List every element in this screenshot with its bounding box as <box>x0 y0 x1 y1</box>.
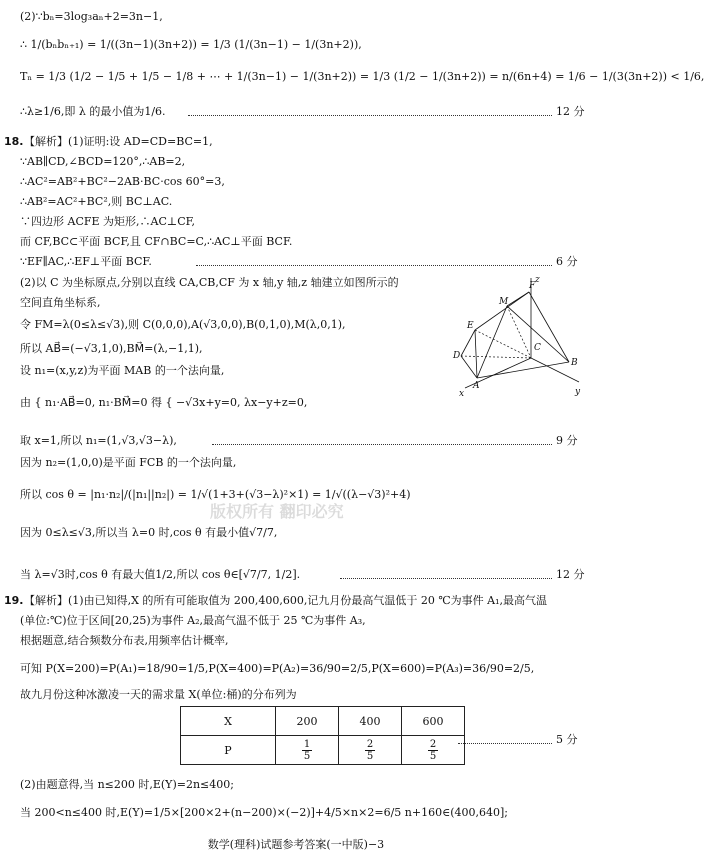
line-text: 所以 cos θ = |n₁·n₂|/(|n₁||n₂|) = 1/√(1+3+(√3−λ)²×1) = 1/√((λ−√3)²+4) <box>20 488 411 501</box>
leader-dots <box>188 97 552 116</box>
text-line <box>0 193 592 211</box>
label-A: A <box>473 381 480 391</box>
score-label: 5 分 <box>556 733 578 746</box>
page-footer: 数学(理科)试题参考答案(一中版)−3 <box>207 838 385 851</box>
label-z: z <box>535 275 540 285</box>
text-line <box>0 253 592 271</box>
table-cell: X <box>181 707 276 736</box>
text-line <box>0 524 592 542</box>
label-B: B <box>571 358 578 368</box>
line-text: 设 n₁=(x,y,z)为平面 MAB 的一个法向量, <box>20 364 225 377</box>
line-text: 由 { n₁·AB⃗=0, n₁·BM⃗=0 得 { −√3x+y=0, λx−y+z=0, <box>20 396 308 409</box>
text-line <box>0 566 592 584</box>
leader-dots <box>212 426 552 445</box>
line-text: 因为 0≤λ≤√3,所以当 λ=0 时,cos θ 有最小值√7/7, <box>20 526 278 539</box>
line-text: ∴AB²=AC²+BC²,则 BC⊥AC. <box>20 195 173 208</box>
question-number: 18. <box>4 135 24 148</box>
table-cell: 400 <box>339 707 402 736</box>
line-text: ∵四边形 ACFE 为矩形,∴AC⊥CF, <box>20 215 196 228</box>
line-text: 根据题意,结合频数分布表,用频率估计概率, <box>20 634 229 647</box>
leader-dots <box>340 560 552 579</box>
label-x: x <box>459 389 465 399</box>
line-text: 当 200<n≤400 时,E(Y)=1/5×[200×2+(n−200)×(−2)]+4/5×n×2=6/5 n+160∈(400,640]; <box>20 806 508 819</box>
text-line <box>0 103 592 121</box>
line-text: (2)由题意得,当 n≤200 时,E(Y)=2n≤400; <box>20 778 234 791</box>
text-line <box>0 8 592 26</box>
label-M: M <box>499 297 509 307</box>
label-E: E <box>467 321 474 331</box>
table-score-line <box>0 731 592 749</box>
line-text: (2)以 C 为坐标原点,分别以直线 CA,CB,CF 为 x 轴,y 轴,z 轴建立如图所示的 <box>20 276 399 289</box>
table-cell: $\frac{1}{5}$ <box>276 736 339 765</box>
text-line <box>0 592 592 610</box>
line-text: 而 CF,BC⊂平面 BCF,且 CF∩BC=C,∴AC⊥平面 BCF. <box>20 235 293 248</box>
label-D: D <box>453 351 461 361</box>
label-y: y <box>575 387 581 397</box>
text-line <box>0 153 592 171</box>
text-line <box>0 612 592 630</box>
line-text: 令 FM=λ(0≤λ≤√3),则 C(0,0,0),A(√3,0,0),B(0,1,0),M(λ,0,1), <box>20 318 346 331</box>
text-line <box>0 213 592 231</box>
line-text: 可知 P(X=200)=P(A₁)=18/90=1/5,P(X=400)=P(A₂)=36/90=2/5,P(X=600)=P(A₃)=36/90=2/5, <box>20 662 535 675</box>
coordinate-figure <box>445 270 585 400</box>
score-label: 12 分 <box>556 105 585 118</box>
text-line <box>0 686 592 704</box>
table-cell: P <box>181 736 276 765</box>
line-text: Tₙ = 1/3 (1/2 − 1/5 + 1/5 − 1/8 + ⋯ + 1/(3n−1) − 1/(3n+2)) = 1/3 (1/2 − 1/(3n+2)) = n/(6n+4) = 1/6 − 1/(3(3n+2)) < 1/6, <box>20 70 704 83</box>
line-text: 当 λ=√3时,cos θ 有最大值1/2,所以 cos θ∈[√7/7, 1/2]. <box>20 568 301 581</box>
text-line <box>0 454 592 472</box>
line-text: 【解析】(1)证明:设 AD=CD=BC=1, <box>24 135 213 148</box>
text-line <box>0 173 592 191</box>
label-C: C <box>534 343 541 353</box>
line-text: (单位:℃)位于区间[20,25)为事件 A₂,最高气温不低于 25 ℃为事件 A₃, <box>20 614 366 627</box>
line-text: ∴λ≥1/6,即 λ 的最小值为1/6. <box>20 105 166 118</box>
text-line <box>0 776 592 794</box>
score-label: 9 分 <box>556 434 578 447</box>
leader-dots <box>196 247 552 266</box>
question-number: 19. <box>4 594 24 607</box>
text-line <box>0 486 592 504</box>
line-text: ∵AB∥CD,∠BCD=120°,∴AB=2, <box>20 155 186 168</box>
line-text: (2)∵bₙ=3log₃aₙ+2=3n−1, <box>20 10 163 23</box>
table-cell: 600 <box>402 707 465 736</box>
line-text: 空间直角坐标系, <box>20 296 101 309</box>
line-text: ∵EF∥AC,∴EF⊥平面 BCF. <box>20 255 152 268</box>
table-cell: $\frac{2}{5}$ <box>339 736 402 765</box>
line-text: 【解析】(1)由已知得,X 的所有可能取值为 200,400,600,记九月份最高气温低于 20 ℃为事件 A₁,最高气温 <box>24 594 548 607</box>
line-text: ∴ 1/(bₙbₙ₊₁) = 1/((3n−1)(3n+2)) = 1/3 (1/(3n−1) − 1/(3n+2)), <box>20 38 362 51</box>
line-text: ∴AC²=AB²+BC²−2AB·BC·cos 60°=3, <box>20 175 225 188</box>
line-text: 取 x=1,所以 n₁=(1,√3,√3−λ), <box>20 434 177 447</box>
line-text: 因为 n₂=(1,0,0)是平面 FCB 的一个法向量, <box>20 456 237 469</box>
table-cell: 200 <box>276 707 339 736</box>
watermark-text: 版权所有 翻印必究 <box>210 502 344 521</box>
text-line <box>0 804 592 822</box>
text-line <box>0 632 592 650</box>
line-text: 所以 AB⃗=(−√3,1,0),BM⃗=(λ,−1,1), <box>20 342 203 355</box>
table-cell: $\frac{2}{5}$ <box>402 736 465 765</box>
text-line <box>0 660 592 678</box>
line-text: 故九月份这种冰激凌一天的需求量 X(单位:桶)的分布列为 <box>20 688 297 701</box>
text-line <box>0 36 592 54</box>
text-line <box>0 68 704 86</box>
text-line <box>0 432 592 450</box>
score-label: 12 分 <box>556 568 585 581</box>
score-label: 6 分 <box>556 255 578 268</box>
text-line <box>0 133 592 151</box>
label-F: F <box>529 281 536 291</box>
